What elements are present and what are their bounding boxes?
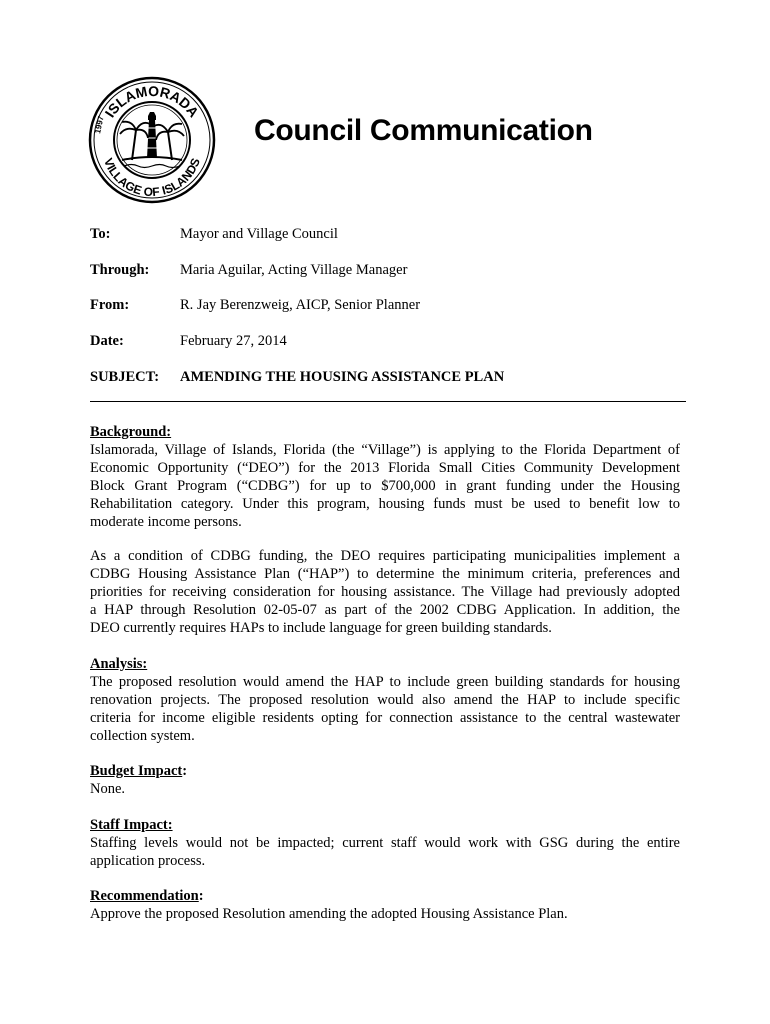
village-seal-logo <box>88 76 216 204</box>
staff-section <box>90 816 680 870</box>
memo-from-label: From: <box>90 297 130 313</box>
text-line: criteria for income eligible residents opting for connection assistance to the central wastewater <box>90 710 680 726</box>
staff-paragraph <box>90 834 680 870</box>
background-heading: Background: <box>90 424 172 440</box>
background-paragraph-2 <box>90 547 680 637</box>
memo-subject-label: SUBJECT: <box>90 369 160 385</box>
memo-to-label: To: <box>90 226 111 242</box>
memo-date-value: February 27, 2014 <box>180 333 287 349</box>
text-line: moderate income persons. <box>90 514 242 530</box>
text-line: None. <box>90 781 126 797</box>
analysis-paragraph <box>90 673 680 745</box>
budget-heading-colon: : <box>182 763 188 779</box>
text-line: a HAP through Resolution 02-05-07 as part of the 2002 CDBG Application. In addition, the <box>90 602 680 618</box>
seal-top-text: ISLAMORADA <box>101 82 203 121</box>
header-divider <box>90 401 686 402</box>
recommendation-heading: Recommendation <box>90 888 199 904</box>
budget-paragraph <box>90 780 680 798</box>
analysis-section <box>90 655 680 745</box>
recommendation-paragraph <box>90 905 680 923</box>
page-title: Council Communication <box>254 114 593 147</box>
memo-subject-value: AMENDING THE HOUSING ASSISTANCE PLAN <box>180 369 505 385</box>
background-paragraph-1 <box>90 441 680 531</box>
text-line: collection system. <box>90 728 195 744</box>
text-line: CDBG Housing Assistance Plan (“HAP”) to determine the minimum criteria, preferences and <box>90 566 680 582</box>
seal-bottom-text: VILLAGE OF ISLANDS <box>101 156 203 200</box>
text-line: Economic Opportunity (“DEO”) for the 2013 Florida Small Cities Community Development <box>90 460 680 476</box>
background-section-2 <box>90 547 680 637</box>
text-line: renovation projects. The proposed resolution would also amend the HAP to include specific <box>90 692 680 708</box>
text-line: DEO currently requires HAPs to include language for green building standards. <box>90 620 552 636</box>
recommendation-heading-colon: : <box>198 888 204 904</box>
memo-through-label: Through: <box>90 262 150 278</box>
memo-through-value: Maria Aguilar, Acting Village Manager <box>180 262 408 278</box>
staff-heading: Staff Impact: <box>90 817 173 833</box>
text-line: As a condition of CDBG funding, the DEO requires participating municipalities implement a <box>90 548 680 564</box>
seal-year: 1997 <box>93 115 106 135</box>
memo-from-value: R. Jay Berenzweig, AICP, Senior Planner <box>180 297 421 313</box>
memo-date-label: Date: <box>90 333 124 349</box>
recommendation-section <box>90 887 680 923</box>
text-line: The proposed resolution would amend the HAP to include green building standards for housing <box>90 674 680 690</box>
text-line: Rehabilitation category. Under this program, housing funds must be used to benefit low to <box>90 496 680 512</box>
analysis-heading: Analysis: <box>90 656 148 672</box>
background-section <box>90 423 680 531</box>
budget-section <box>90 762 680 798</box>
text-line: priorities for receiving consideration for housing assistance. The Village had previously adopted <box>90 584 680 600</box>
text-line: Approve the proposed Resolution amending the adopted Housing Assistance Plan. <box>90 906 568 922</box>
text-line: application process. <box>90 853 206 869</box>
budget-heading: Budget Impact <box>90 763 183 779</box>
text-line: Staffing levels would not be impacted; current staff would work with GSG during the entire <box>90 835 680 851</box>
memo-to-value: Mayor and Village Council <box>180 226 338 242</box>
text-line: Block Grant Program (“CDBG”) for up to $700,000 in grant funding under the Housing <box>90 478 680 494</box>
text-line: Islamorada, Village of Islands, Florida (the “Village”) is applying to the Florida Department of <box>90 442 680 458</box>
